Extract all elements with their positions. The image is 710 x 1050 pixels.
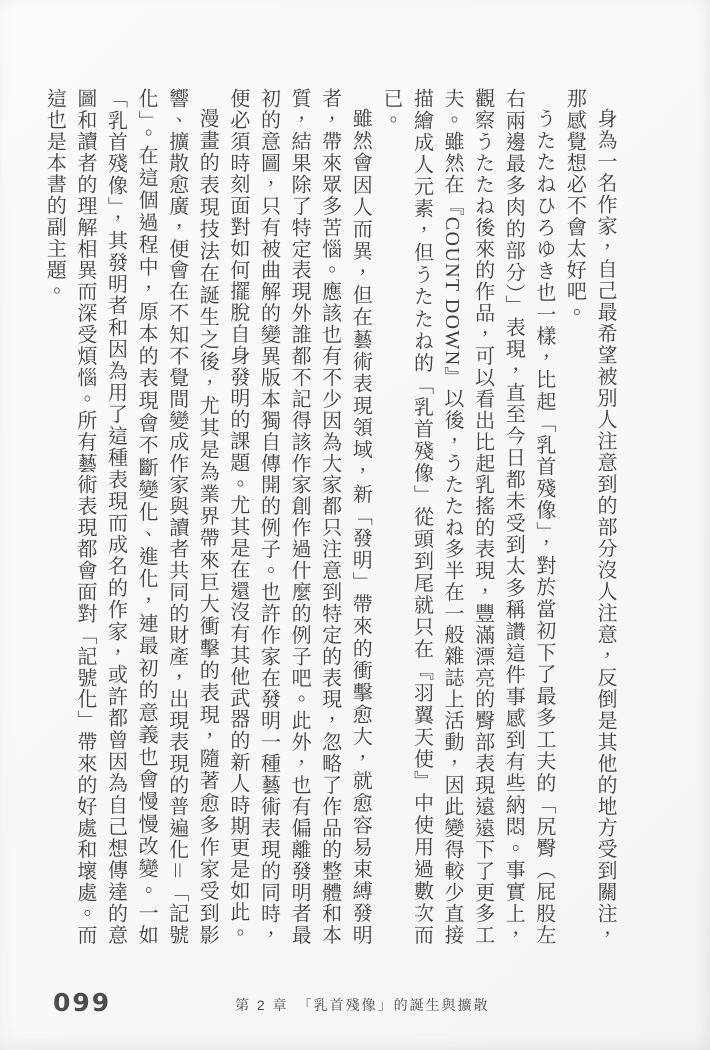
paragraph: うたたねひろゆき也一樣，比起「乳首殘像」，對於當初下了最多工夫的「尻臀（屁股左右兩邊最多肉的部分）」表現，直至今日都未受到太多稱讚這件事感到有些納悶。事實上，觀察うたたね後來的作品，可以看出比起乳搖的表現，豐滿漂亮的臀部表現遠遠下了更多工夫。雖然在『COUNT DOWN』以後，うたたね多半在一般雜誌上活動，因此變得較少直接描繪成人元素，但うたたね的「乳首殘像」從頭到尾就只在『羽翼天使』中使用過數次而已。 xyxy=(379,88,555,946)
page-number: 099 xyxy=(53,988,112,1017)
paragraph: 漫畫的表現技法在誕生之後，尤其是為業界帶來巨大衝擊的表現，隨著愈多作家受到影響、擴散愈廣，便會在不知不覺間變成作家與讀者共同的財產，出現表現的普遍化＝「記號化」。在這個過程中，原本的表現會不斷變化、進化，連最初的意義也會慢慢改變。一如「乳首殘像」，其發明者和因為用了這種表現而成名的作家，或許都曾因為自己想傳達的意圖和讀者的理解相異而深受煩惱。所有藝術表現都會面對「記號化」帶來的好處和壞處。而這也是本書的副主題。 xyxy=(43,88,219,946)
body-text xyxy=(39,88,620,946)
page-footer xyxy=(0,984,710,1028)
paragraph: 身為一名作家，自己最希望被別人注意到的部分沒人注意，反倒是其他的地方受到關注，那感覺想必不會太好吧。 xyxy=(563,88,616,946)
footer-chapter-title: 第 2 章 「乳首殘像」的誕生與擴散 xyxy=(235,997,490,1013)
paragraph: 雖然會因人而異，但在藝術表現領域，新「發明」帶來的衝擊愈大，就愈容易束縛發明者，帶來眾多苦惱。應該也有不少因為大家都只注意到特定的表現，忽略了作品的整體和本質，結果除了特定表現外誰都不記得該作家創作過什麼的例子吧。此外，也有偏離發明者最初的意圖，只有被曲解的變異版本獨自傳開的例子。也許作家在發明一種藝術表現的同時，便必須時刻面對如何擺脫自身發明的課題。尤其是在還沒有其他武器的新人時期更是如此。 xyxy=(226,88,372,946)
